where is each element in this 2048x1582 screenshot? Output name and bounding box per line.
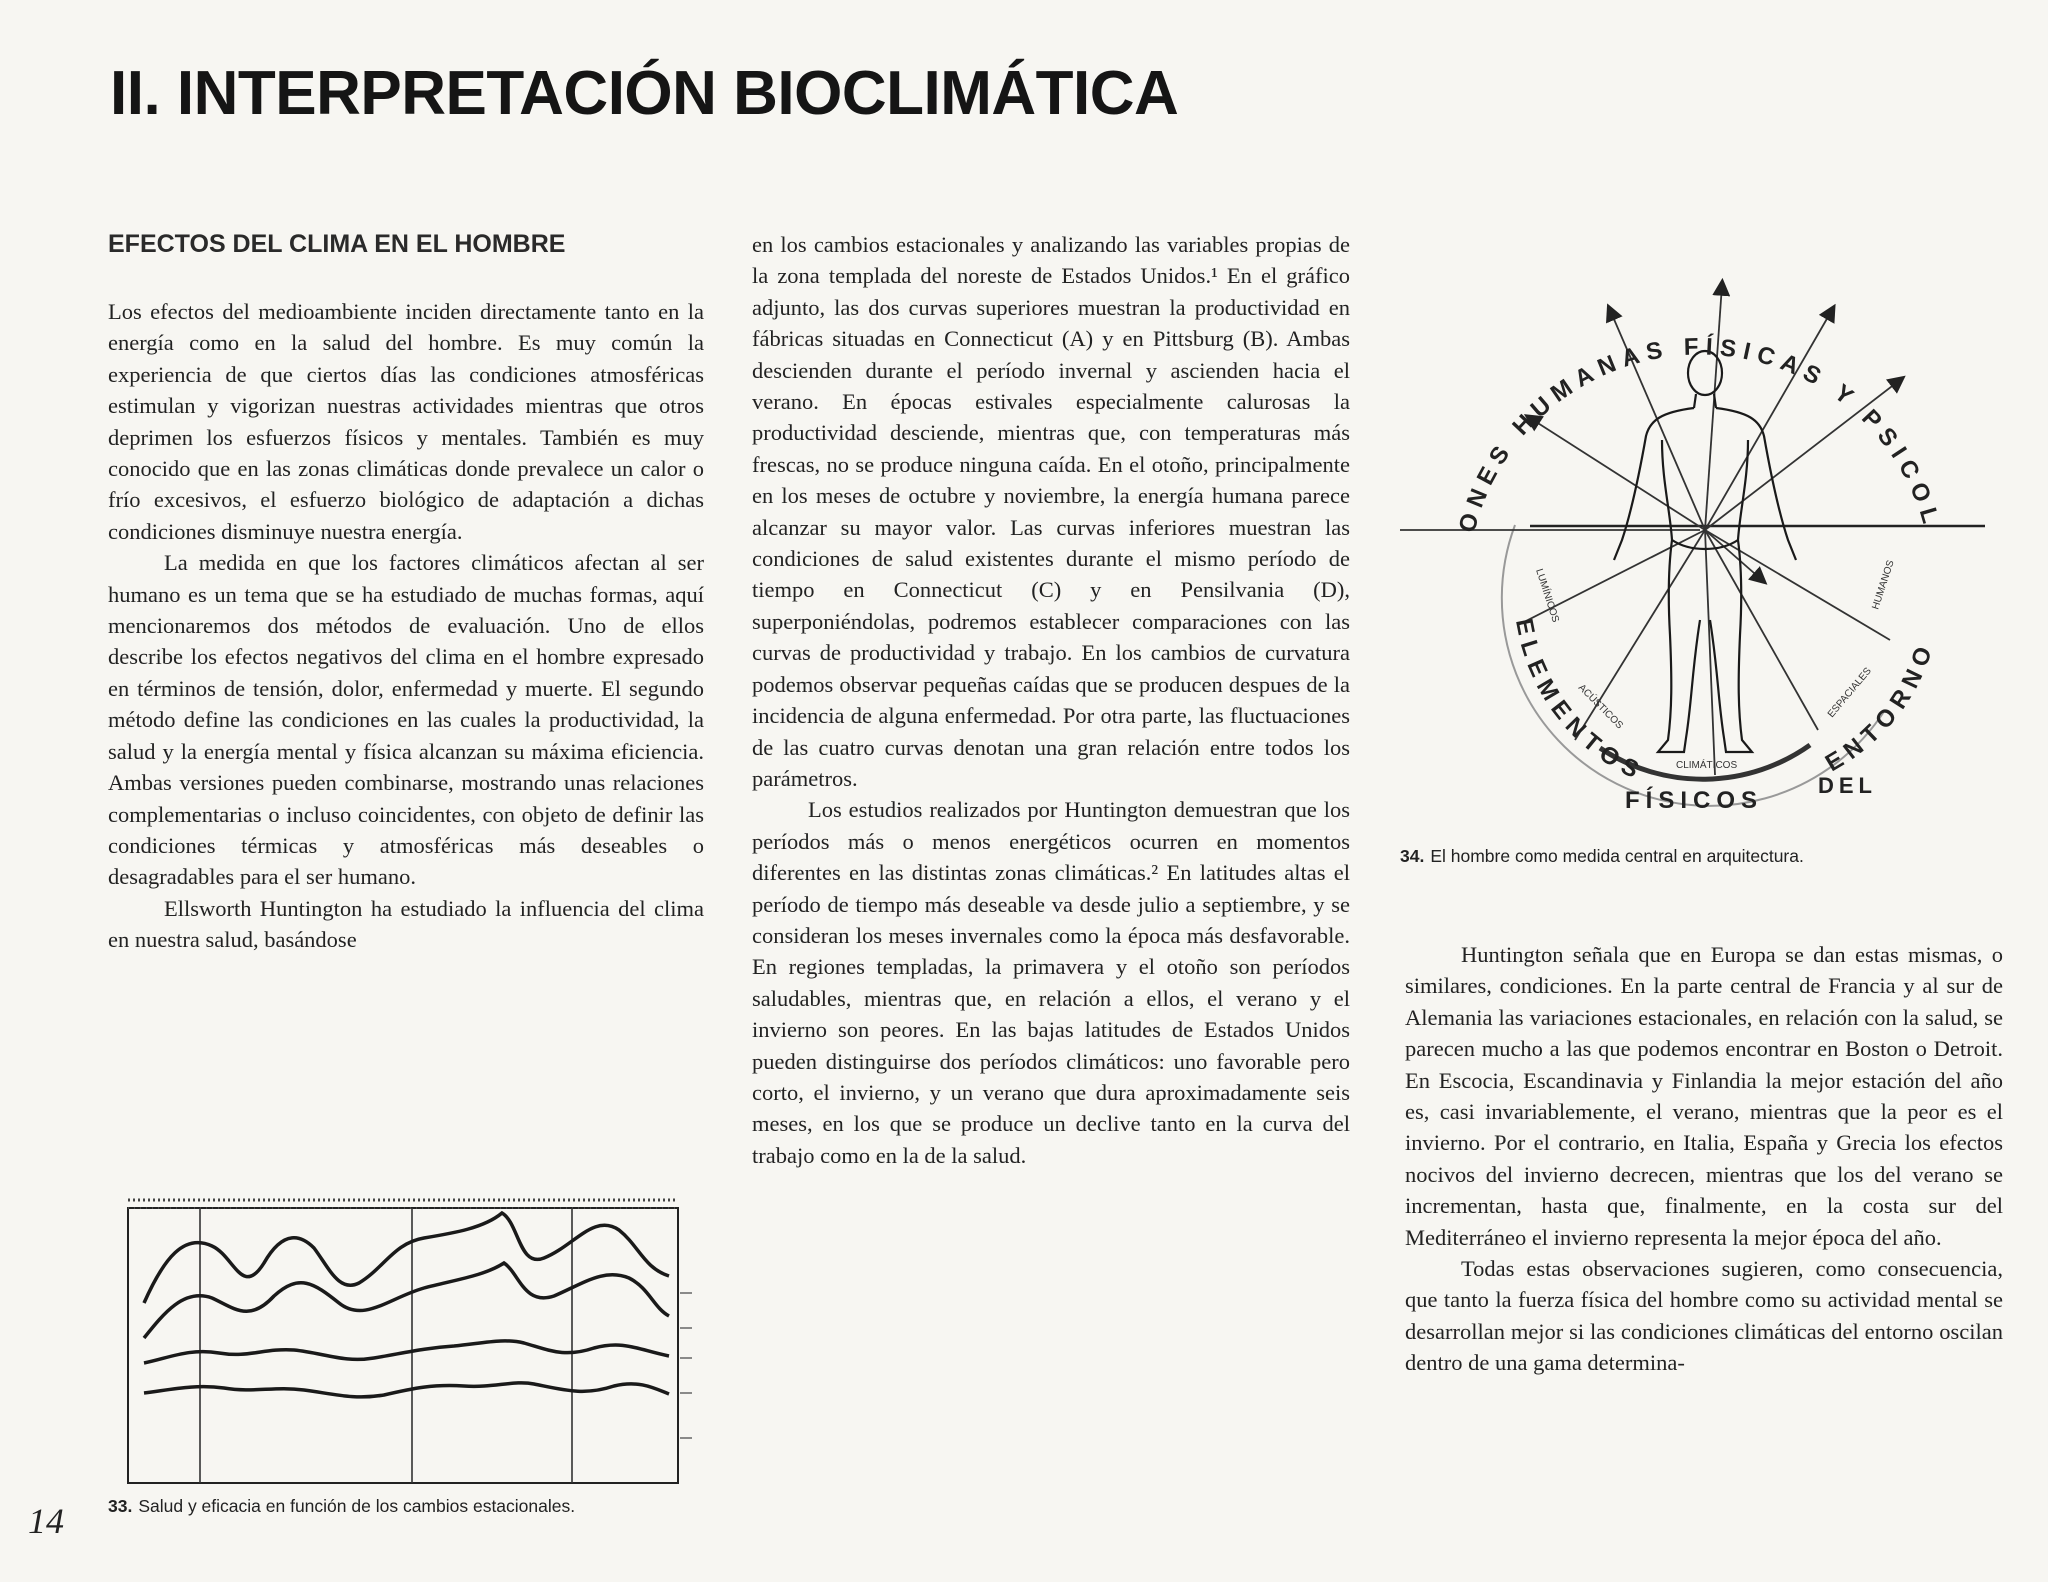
figure-34-caption	[1400, 844, 2020, 869]
bottom-label-2: DEL	[1818, 773, 1877, 798]
paragraph: Los estudios realizados por Huntington demuestran que los períodos más o menos energéticos ocurren en momentos diferentes en las distintas zonas climáticas.² En latitudes altas el período de tiempo más deseable va desde julio a septiembre, y se consideran los meses invernales como la época más desfavorable. En regiones templadas, la primavera y el otoño son períodos saludables, mientras que, en relación a ellos, el verano y el invierno son peores. En las bajas latitudes de Estados Unidos pueden distinguirse dos períodos climáticos: uno favorable pero corto, el invierno, y un verano que dura aproximadamente seis meses, en los que se produce un declive tanto en la curva del trabajo como en la de la salud.	[752, 797, 1350, 1168]
curve-d	[144, 1383, 669, 1397]
text-column-3	[1405, 939, 2003, 1379]
paragraph: en los cambios estacionales y analizando las variables propias de la zona templada del noreste de Estados Unidos.¹ En el gráfico adjunto, las dos curvas superiores muestran la productividad en fábricas situadas en Connecticut (A) y en Pittsburg (B). Ambas descienden durante el período invernal y ascienden hacia el verano. En épocas estivales especialmente calurosas la productividad desciende, mientras que, con temperaturas más frescas, no se produce ninguna caída. En el otoño, principalmente en los meses de octubre y noviembre, la energía humana parece alcanzar su mayor valor. Las curvas inferiores muestran las condiciones de salud existentes durante el mismo período de tiempo en Connecticut (C) y en Pensilvania (D), superponiéndolas, podremos establecer comparaciones con las curvas de productividad y trabajo. En los cambios de curvatura podemos observar pequeñas caídas que se producen despues de la incidencia de alguna enfermedad. Por otra parte, las fluctuaciones de las cuatro curvas denotan una gran relación entre todos los parámetros.	[752, 232, 1350, 791]
human-environment-diagram	[1400, 240, 2000, 840]
paragraph: Ellsworth Huntington ha estudiado la influencia del clima en nuestra salud, basándose	[108, 895, 704, 953]
figure-33-caption	[108, 1494, 708, 1519]
inner-label: HUMANOS	[1870, 558, 1897, 611]
bottom-label-1: FÍSICOS	[1625, 787, 1764, 814]
caption-text: El hombre como medida central en arquitectura.	[1430, 846, 1804, 866]
seasonal-curves-chart	[124, 1188, 714, 1488]
curve-a	[144, 1213, 669, 1303]
page-title: II. INTERPRETACIÓN BIOCLIMÁTICA	[110, 59, 1179, 128]
paragraph: Huntington señala que en Europa se dan estas mismas, o similares, condiciones. En la parte central de Francia y al sur de Alemania las variaciones estacionales, en relación con la salud, se parecen mucho a las que podemos encontrar en Boston o Detroit. En Escocia, Escandinavia y Finlandia la mejor estación del año es, casi invariablemente, el verano, mientras que la peor es el invierno. Por el contrario, en Italia, España y Grecia los efectos nocivos del invierno decrecen, mientras que los del verano se incrementan, hasta que, finalmente, en la costa sur del Mediterráneo el invierno representa la mejor época del año.	[1405, 942, 2003, 1250]
text-column-2	[752, 229, 1350, 1171]
caption-number: 33.	[108, 1496, 133, 1516]
text-column-1	[108, 296, 704, 956]
outer-arc-label: ONES HUMANAS FÍSICAS Y PSICOL	[1453, 333, 1946, 536]
page-number: 14	[28, 1501, 64, 1541]
caption-text: Salud y eficacia en función de los cambios estacionales.	[138, 1496, 576, 1516]
lower-left-label: ELEMENTOS	[1509, 616, 1650, 787]
inner-label: ACÚSTICOS	[1575, 682, 1625, 732]
inner-label: LUMÍNICOS	[1533, 567, 1561, 624]
curve-c	[144, 1341, 669, 1363]
figure-33-seasonal-curves	[124, 1188, 714, 1488]
inner-label: ESPACIALES	[1825, 665, 1874, 720]
curve-b	[144, 1263, 669, 1338]
paragraph: La medida en que los factores climáticos afectan al ser humano es un tema que se ha estudiado de muchas formas, aquí mencionaremos dos métodos de evaluación. Uno de ellos describe los efectos negativos del clima en el hombre expresado en términos de tensión, dolor, enfermedad y muerte. El segundo método define las condiciones en las cuales la productividad, la salud y la energía mental y física alcanzan su máxima eficiencia. Ambas versiones pueden combinarse, mostrando unas relaciones complementarias o incluso coincidentes, con objeto de definir las condiciones térmicas y atmosféricas más deseables o desagradables para el ser humano.	[108, 550, 704, 890]
caption-number: 34.	[1400, 846, 1425, 866]
chart-frame	[128, 1208, 678, 1483]
figure-34-human-diagram	[1400, 240, 2000, 840]
paragraph: Los efectos del medioambiente inciden directamente tanto en la energía como en la salud del hombre. Es muy común la experiencia de que ciertos días las condiciones atmosféricas estimulan y vigorizan nuestras actividades mientras que otros deprimen los esfuerzos físicos y mentales. También es muy conocido que en las zonas climáticas donde prevalece un calor o frío excesivos, el esfuerzo biológico de adaptación a dichas condiciones disminuye nuestra energía.	[108, 299, 704, 544]
inner-label: CLIMÁTICOS	[1676, 760, 1738, 771]
section-heading: EFECTOS DEL CLIMA EN EL HOMBRE	[108, 230, 566, 258]
paragraph: Todas estas observaciones sugieren, como consecuencia, que tanto la fuerza física del hombre como su actividad mental se desarrollan mejor si las condiciones climáticas del entorno oscilan dentro de una gama determina-	[1405, 1256, 2003, 1376]
lower-right-label: ENTORNO	[1820, 636, 1940, 778]
